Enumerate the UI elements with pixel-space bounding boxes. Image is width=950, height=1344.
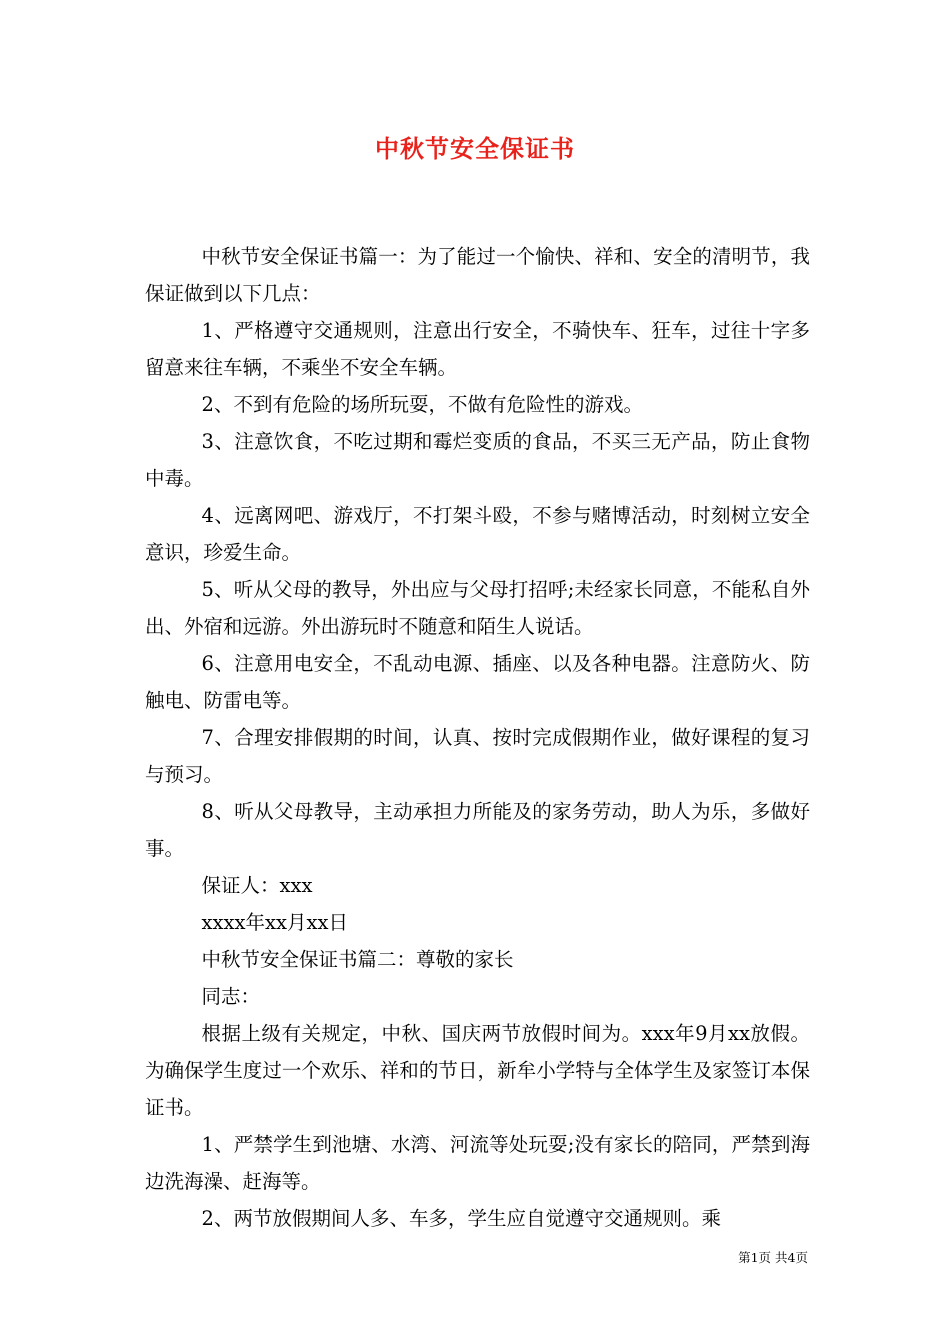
footer-prefix: 第 (738, 1250, 751, 1265)
paragraph-item-2: 2、不到有危险的场所玩耍，不做有危险性的游戏。 (201, 393, 643, 416)
paragraph-item-7: 7、合理安排假期的时间，认真、按时完成假期作业，做好课程的复习与预习。 (145, 726, 810, 786)
date-line: xxxx年xx月xx日 (201, 911, 349, 934)
paragraph-item-4: 4、远离网吧、游戏厅，不打架斗殴，不参与赌博活动，时刻树立安全意识，珍爱生命。 (145, 504, 810, 564)
document-body (145, 238, 810, 1237)
paragraph-item-6: 6、注意用电安全，不乱动电源、插座、以及各种电器。注意防火、防触电、防雷电等。 (145, 652, 810, 712)
section-two-heading: 中秋节安全保证书篇二：尊敬的家长 (201, 948, 514, 971)
footer-current-page: 1 (750, 1250, 759, 1265)
guarantor-line: 保证人：xxx (201, 874, 313, 897)
footer-suffix: 页 (795, 1250, 808, 1265)
page-number-footer (738, 1249, 808, 1267)
paragraph-item-1: 1、严格遵守交通规则，注意出行安全，不骑快车、狂车，过往十字多留意来往车辆，不乘坐不安全车辆。 (145, 319, 810, 379)
document-title: 中秋节安全保证书 (375, 134, 575, 163)
footer-middle: 页 共 (758, 1250, 788, 1265)
paragraph-notice: 根据上级有关规定，中秋、国庆两节放假时间为。xxx年9月xx放假。为确保学生度过一个欢乐、祥和的节日，新牟小学特与全体学生及家签订本保证书。 (145, 1022, 810, 1119)
paragraph-item-3: 3、注意饮食，不吃过期和霉烂变质的食品，不买三无产品，防止食物中毒。 (145, 430, 810, 490)
footer-total-pages: 4 (787, 1250, 796, 1265)
paragraph-rule-1: 1、严禁学生到池塘、水湾、河流等处玩耍;没有家长的陪同，严禁到海边洗海澡、赶海等。 (145, 1133, 810, 1193)
paragraph-rule-2: 2、两节放假期间人多、车多，学生应自觉遵守交通规则。乘 (201, 1207, 721, 1230)
paragraph-intro: 中秋节安全保证书篇一：为了能过一个愉快、祥和、安全的清明节，我保证做到以下几点： (145, 245, 810, 305)
paragraph-item-5: 5、听从父母的教导，外出应与父母打招呼;未经家长同意，不能私自外出、外宿和远游。外出游玩时不随意和陌生人说话。 (145, 578, 810, 638)
paragraph-item-8: 8、听从父母教导，主动承担力所能及的家务劳动，助人为乐，多做好事。 (145, 800, 810, 860)
salutation-line: 同志： (201, 985, 261, 1008)
